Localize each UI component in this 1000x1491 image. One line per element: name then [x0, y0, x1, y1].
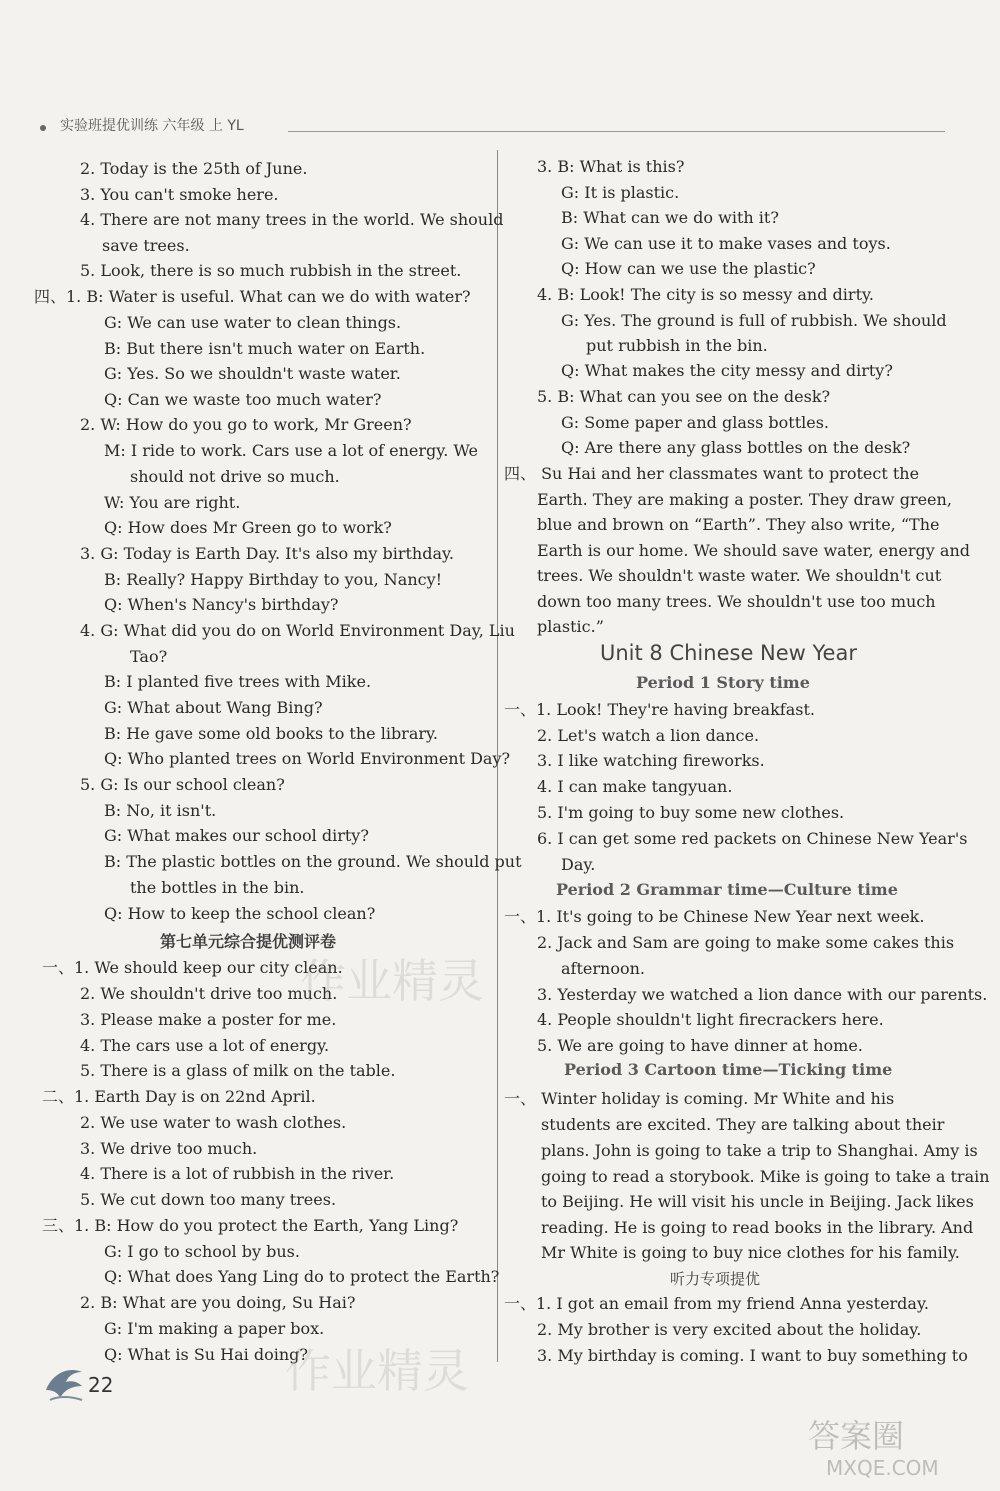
text-line: the bottles in the bin.: [130, 878, 305, 897]
text-line: Q: What is Su Hai doing?: [104, 1345, 308, 1364]
text-line: 2. We use water to wash clothes.: [80, 1113, 347, 1132]
text-line: G: Yes. The ground is full of rubbish. We should: [561, 311, 947, 330]
text-line: G: We can use it to make vases and toys.: [561, 234, 891, 253]
text-line: 2. W: How do you go to work, Mr Green?: [80, 415, 412, 434]
text-line: afternoon.: [561, 959, 645, 978]
text-line: B: What can we do with it?: [561, 208, 779, 227]
dolphin-logo-icon: [42, 1360, 90, 1404]
text-line: 3. G: Today is Earth Day. It's also my birthday.: [80, 544, 454, 563]
text-line: reading. He is going to read books in the library. And: [541, 1218, 974, 1237]
text-line: 5. We are going to have dinner at home.: [537, 1036, 863, 1055]
text-line: 3. Yesterday we watched a lion dance with our parents.: [537, 985, 988, 1004]
text-line: 3. My birthday is coming. I want to buy something to: [537, 1346, 968, 1365]
text-line: trees. We shouldn't waste water. We shouldn't cut: [537, 566, 942, 585]
text-line: G: We can use water to clean things.: [104, 313, 402, 332]
text-line: 4. I can make tangyuan.: [537, 777, 733, 796]
text-line: 4. B: Look! The city is so messy and dirty.: [537, 285, 874, 304]
text-line: 一、1. We should keep our city clean.: [42, 958, 343, 977]
text-line: 一、 Winter holiday is coming. Mr White and his: [504, 1089, 895, 1108]
text-line: to Beijing. He will visit his uncle in Beijing. Jack likes: [541, 1192, 974, 1211]
text-line: Q: Are there any glass bottles on the desk?: [561, 438, 911, 457]
text-line: down too many trees. We shouldn't use too much: [537, 592, 936, 611]
text-line: 一、1. Look! They're having breakfast.: [504, 700, 815, 719]
text-line: 2. My brother is very excited about the holiday.: [537, 1320, 922, 1339]
text-line: Q: What does Yang Ling do to protect the Earth?: [104, 1267, 500, 1286]
text-line: 二、1. Earth Day is on 22nd April.: [42, 1087, 316, 1106]
text-line: 3. I like watching fireworks.: [537, 751, 765, 770]
text-line: B: I planted five trees with Mike.: [104, 672, 372, 691]
text-line: W: You are right.: [104, 493, 241, 512]
text-line: Day.: [561, 855, 596, 874]
text-line: 2. We shouldn't drive too much.: [80, 984, 338, 1003]
text-line: 一、1. I got an email from my friend Anna yesterday.: [504, 1294, 929, 1313]
text-line: B: But there isn't much water on Earth.: [104, 339, 426, 358]
text-line: 5. B: What can you see on the desk?: [537, 387, 831, 406]
period-title: Period 2 Grammar time—Culture time: [556, 880, 898, 899]
text-line: 三、1. B: How do you protect the Earth, Yang Ling?: [42, 1216, 459, 1235]
text-line: 4. People shouldn't light firecrackers here.: [537, 1010, 884, 1029]
text-line: put rubbish in the bin.: [586, 336, 768, 355]
header-bullet: [40, 125, 46, 131]
text-line: 5. I'm going to buy some new clothes.: [537, 803, 845, 822]
corner-logo-title: 答案圈: [808, 1417, 905, 1455]
text-line: Mr White is going to buy nice clothes for his family.: [541, 1243, 960, 1262]
text-line: blue and brown on “Earth”. They also write, “The: [537, 515, 940, 534]
text-line: G: Some paper and glass bottles.: [561, 413, 829, 432]
text-line: 4. There are not many trees in the world. We should: [80, 210, 504, 229]
text-line: B: The plastic bottles on the ground. We should put: [104, 852, 522, 871]
text-line: B: He gave some old books to the library.: [104, 724, 439, 743]
period-title: Period 1 Story time: [636, 673, 810, 692]
text-line: 四、1. B: Water is useful. What can we do with water?: [34, 287, 471, 306]
text-line: B: No, it isn't.: [104, 801, 217, 820]
page-header: [40, 112, 945, 142]
text-line: 2. B: What are you doing, Su Hai?: [80, 1293, 356, 1312]
text-line: G: Yes. So we shouldn't waste water.: [104, 364, 401, 383]
text-line: 四、 Su Hai and her classmates want to protect the: [504, 464, 920, 483]
header-title: 实验班提优训练 六年级 上 YL: [60, 118, 244, 134]
header-rule: [288, 131, 945, 132]
text-line: Q: When's Nancy's birthday?: [104, 595, 339, 614]
text-line: Q: How can we use the plastic?: [561, 259, 816, 278]
text-line: Tao?: [130, 647, 168, 666]
text-line: 5. We cut down too many trees.: [80, 1190, 337, 1209]
text-line: plastic.”: [537, 617, 604, 636]
text-line: G: It is plastic.: [561, 183, 680, 202]
watermark-text: 作业精灵: [300, 954, 484, 1008]
text-line: Q: How to keep the school clean?: [104, 904, 376, 923]
period-title: Period 3 Cartoon time—Ticking time: [564, 1060, 893, 1079]
text-line: G: I'm making a paper box.: [104, 1319, 325, 1338]
text-line: G: What about Wang Bing?: [104, 698, 323, 717]
watermark-text: 作业精灵: [285, 1344, 469, 1398]
text-line: 4. There is a lot of rubbish in the river.: [80, 1164, 395, 1183]
text-line: Earth is our home. We should save water, energy and: [537, 541, 970, 560]
text-line: 2. Jack and Sam are going to make some cakes this: [537, 933, 955, 952]
corner-logo-url: MXQE.COM: [826, 1456, 939, 1480]
text-line: 3. Please make a poster for me.: [80, 1010, 337, 1029]
text-line: 3. B: What is this?: [537, 157, 685, 176]
text-line: Q: What makes the city messy and dirty?: [561, 361, 893, 380]
text-line: 3. We drive too much.: [80, 1139, 258, 1158]
text-line: 2. Let's watch a lion dance.: [537, 726, 760, 745]
section-title: 听力专项提优: [670, 1270, 761, 1288]
text-line: Earth. They are making a poster. They draw green,: [537, 490, 952, 509]
text-line: G: I go to school by bus.: [104, 1242, 300, 1261]
section-title: 第七单元综合提优测评卷: [160, 932, 337, 951]
text-line: 5. Look, there is so much rubbish in the street.: [80, 261, 462, 280]
text-line: 6. I can get some red packets on Chinese New Year's: [537, 829, 968, 848]
text-line: going to read a storybook. Mike is going to take a train: [541, 1167, 990, 1186]
text-line: Q: Can we waste too much water?: [104, 390, 382, 409]
text-line: should not drive so much.: [130, 467, 340, 486]
text-line: save trees.: [102, 236, 190, 255]
text-line: M: I ride to work. Cars use a lot of energy. We: [104, 441, 478, 460]
text-line: G: What makes our school dirty?: [104, 826, 369, 845]
unit-title: Unit 8 Chinese New Year: [600, 641, 857, 665]
corner-watermark-logo: [800, 1411, 990, 1481]
text-line: 5. There is a glass of milk on the table.: [80, 1061, 396, 1080]
text-line: Q: Who planted trees on World Environment Day?: [104, 749, 511, 768]
text-line: B: Really? Happy Birthday to you, Nancy!: [104, 570, 443, 589]
text-line: Q: How does Mr Green go to work?: [104, 518, 392, 537]
text-line: 2. Today is the 25th of June.: [80, 159, 308, 178]
text-line: 一、1. It's going to be Chinese New Year next week.: [504, 907, 925, 926]
text-line: 3. You can't smoke here.: [80, 185, 279, 204]
text-line: 5. G: Is our school clean?: [80, 775, 285, 794]
text-line: plans. John is going to take a trip to Shanghai. Amy is: [541, 1141, 978, 1160]
text-line: 4. G: What did you do on World Environment Day, Liu: [80, 621, 515, 640]
text-line: 4. The cars use a lot of energy.: [80, 1036, 330, 1055]
text-line: students are excited. They are talking about their: [541, 1115, 945, 1134]
page-number: 22: [88, 1373, 114, 1397]
